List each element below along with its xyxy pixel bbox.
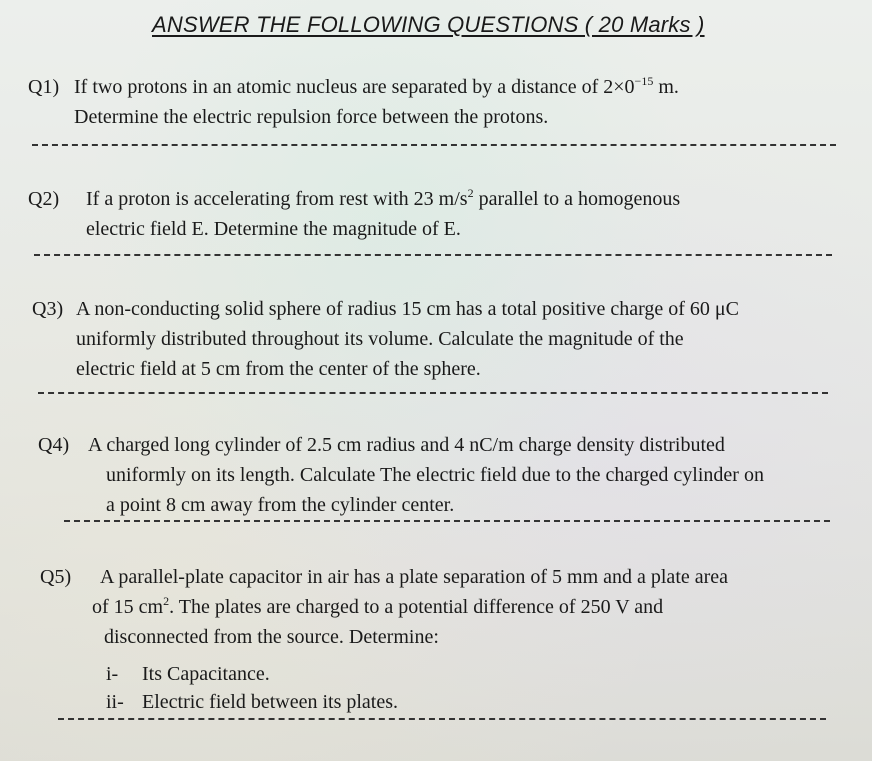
question-text-line: A charged long cylinder of 2.5 cm radius and 4 nC/m charge density distributed xyxy=(88,434,725,456)
answer-divider xyxy=(58,718,826,720)
page-title: ANSWER THE FOLLOWING QUESTIONS ( 20 Marks ) xyxy=(152,12,705,37)
question-3 xyxy=(32,294,739,384)
question-text-line: A parallel-plate capacitor in air has a plate separation of 5 mm and a plate area xyxy=(100,566,729,588)
question-text-line: electric field E. Determine the magnitude of E. xyxy=(86,218,461,240)
question-text-line: If two protons in an atomic nucleus are separated by a distance of $2\times 0^{-15}$ m. xyxy=(74,74,679,98)
question-number: Q3) xyxy=(32,298,64,320)
answer-divider xyxy=(64,520,830,522)
question-4 xyxy=(38,430,764,520)
question-text-line: disconnected from the source. Determine: xyxy=(104,626,439,648)
question-2 xyxy=(28,184,680,244)
sub-question: i- Its Capacitance. xyxy=(106,663,270,685)
question-text-line: of 15 $cm^2$. The plates are charged to a potential difference of 250 V and xyxy=(92,594,664,618)
question-number: Q2) xyxy=(28,188,60,210)
sub-question: ii- Electric field between its plates. xyxy=(106,691,399,713)
answer-divider xyxy=(34,254,832,256)
question-number: Q4) xyxy=(38,434,70,456)
sub-question-list xyxy=(106,660,398,716)
question-text-line: a point 8 cm away from the cylinder center. xyxy=(106,494,455,516)
question-5 xyxy=(40,562,728,652)
answer-divider xyxy=(32,144,836,146)
question-text-line: electric field at 5 cm from the center of the sphere. xyxy=(76,358,481,380)
question-text-line: uniformly distributed throughout its volume. Calculate the magnitude of the xyxy=(76,328,684,350)
question-text-line: Determine the electric repulsion force between the protons. xyxy=(74,106,549,128)
question-number: Q1) xyxy=(28,76,60,98)
question-text-line: A non-conducting solid sphere of radius 15 cm has a total positive charge of 60 μC xyxy=(76,298,739,320)
question-number: Q5) xyxy=(40,566,72,588)
question-text-line: If a proton is accelerating from rest with 23 $m/s^2$ parallel to a homogenous xyxy=(86,186,681,210)
answer-divider xyxy=(38,392,828,394)
question-1 xyxy=(28,72,679,132)
question-text-line: uniformly on its length. Calculate The electric field due to the charged cylinder on xyxy=(106,464,764,486)
